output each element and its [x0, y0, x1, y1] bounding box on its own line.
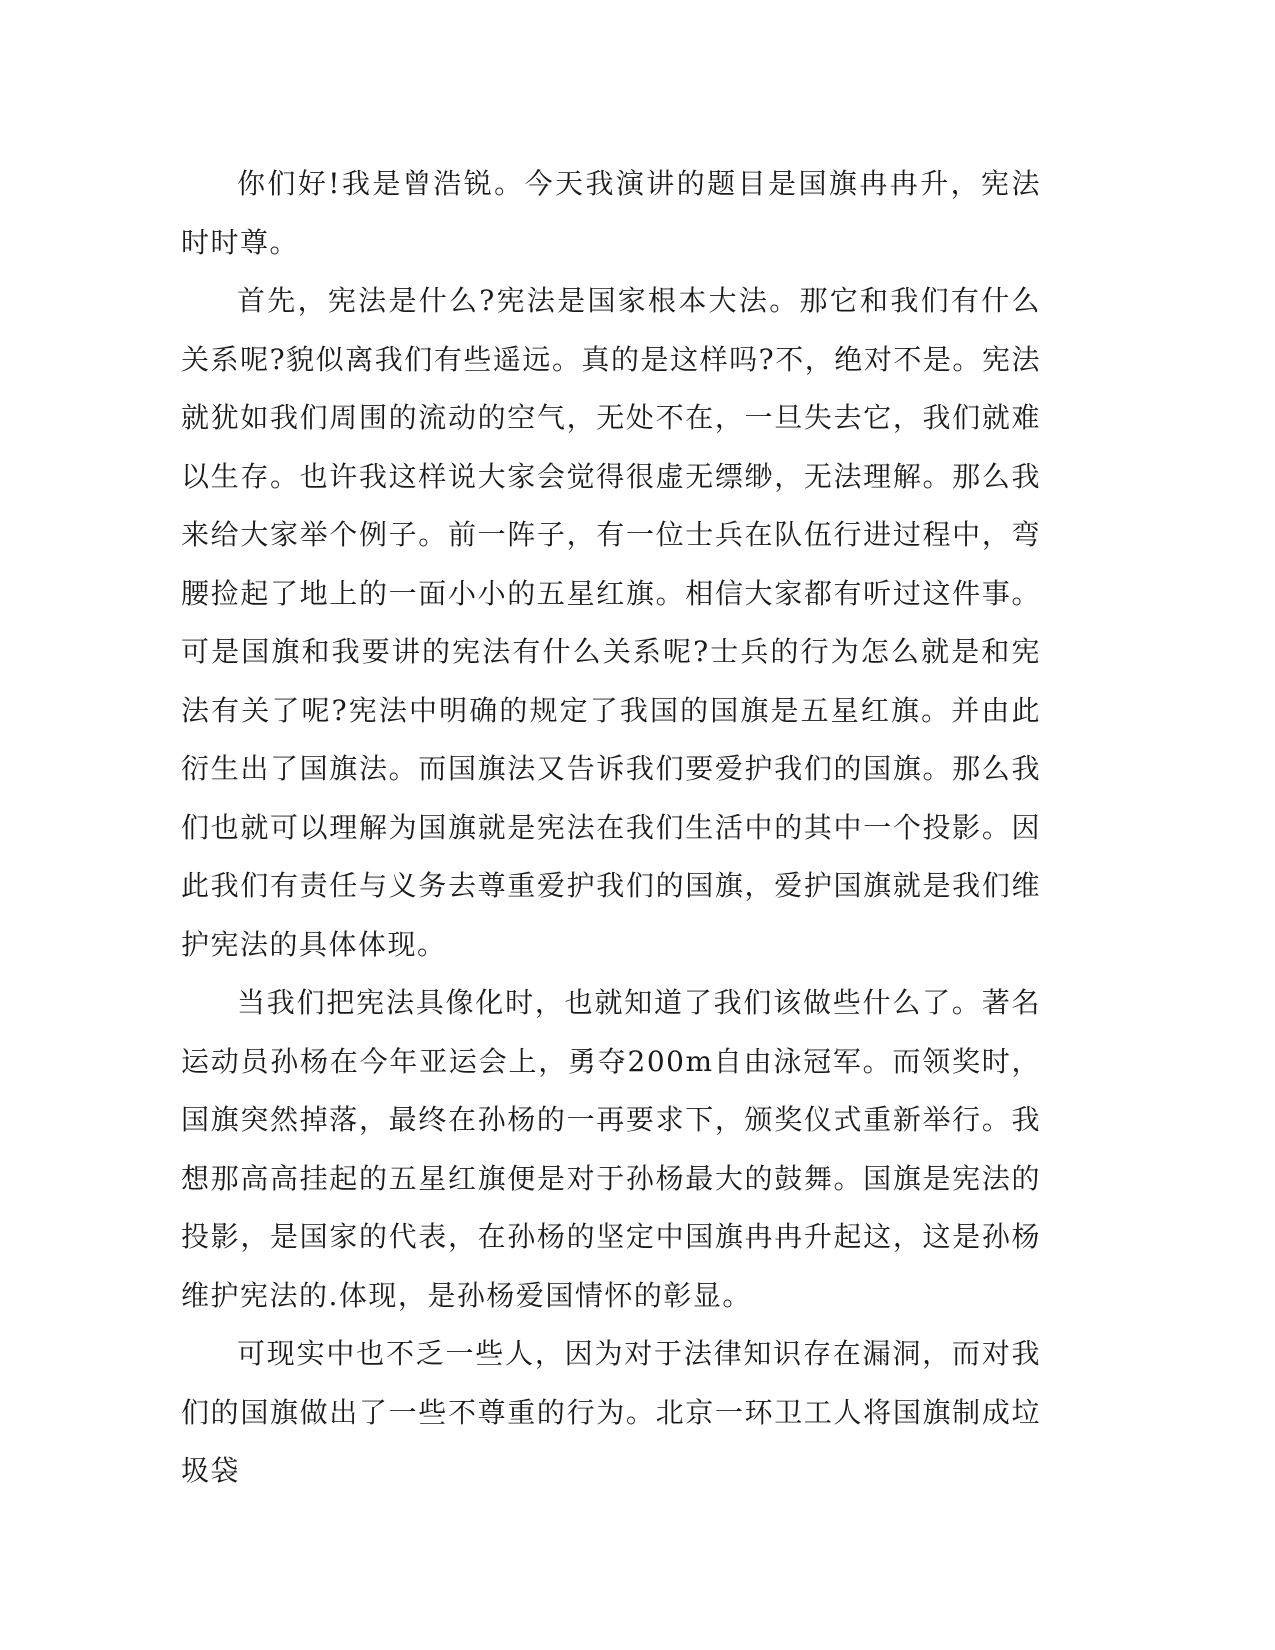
paragraph-greeting: 你们好!我是曾浩锐。今天我演讲的题目是国旗冉冉升，宪法时时尊。: [181, 167, 1041, 259]
paragraph-disrespect-example: 可现实中也不乏一些人，因为对于法律知识存在漏洞，而对我们的国旗做出了一些不尊重的行为。北京一环卫工人将国旗制成垃圾袋: [181, 1337, 1041, 1487]
document-body: [181, 155, 1041, 1501]
paragraph-what-is-constitution: 首先，宪法是什么?宪法是国家根本大法。那它和我们有什么关系呢?貌似离我们有些遥远。真的是这样吗?不，绝对不是。宪法就犹如我们周围的流动的空气，无处不在，一旦失去它，我们就难以生存。也许我这样说大家会觉得很虚无缥缈，无法理解。那么我来给大家举个例子。前一阵子，有一位士兵在队伍行进过程中，弯腰捡起了地上的一面小小的五星红旗。相信大家都有听过这件事。可是国旗和我要讲的宪法有什么关系呢?士兵的行为怎么就是和宪法有关了呢?宪法中明确的规定了我国的国旗是五星红旗。并由此衍生出了国旗法。而国旗法又告诉我们要爱护我们的国旗。那么我们也就可以理解为国旗就是宪法在我们生活中的其中一个投影。因此我们有责任与义务去尊重爱护我们的国旗，爱护国旗就是我们维护宪法的具体体现。: [181, 284, 1041, 961]
paragraph-sun-yang-example: 当我们把宪法具像化时，也就知道了我们该做些什么了。著名运动员孙杨在今年亚运会上，勇夺200m自由泳冠军。而领奖时，国旗突然掉落，最终在孙杨的一再要求下，颁奖仪式重新举行。我想那高高挂起的五星红旗便是对于孙杨最大的鼓舞。国旗是宪法的投影，是国家的代表，在孙杨的坚定中国旗冉冉升起这，这是孙杨维护宪法的.体现，是孙杨爱国情怀的彰显。: [181, 986, 1041, 1312]
